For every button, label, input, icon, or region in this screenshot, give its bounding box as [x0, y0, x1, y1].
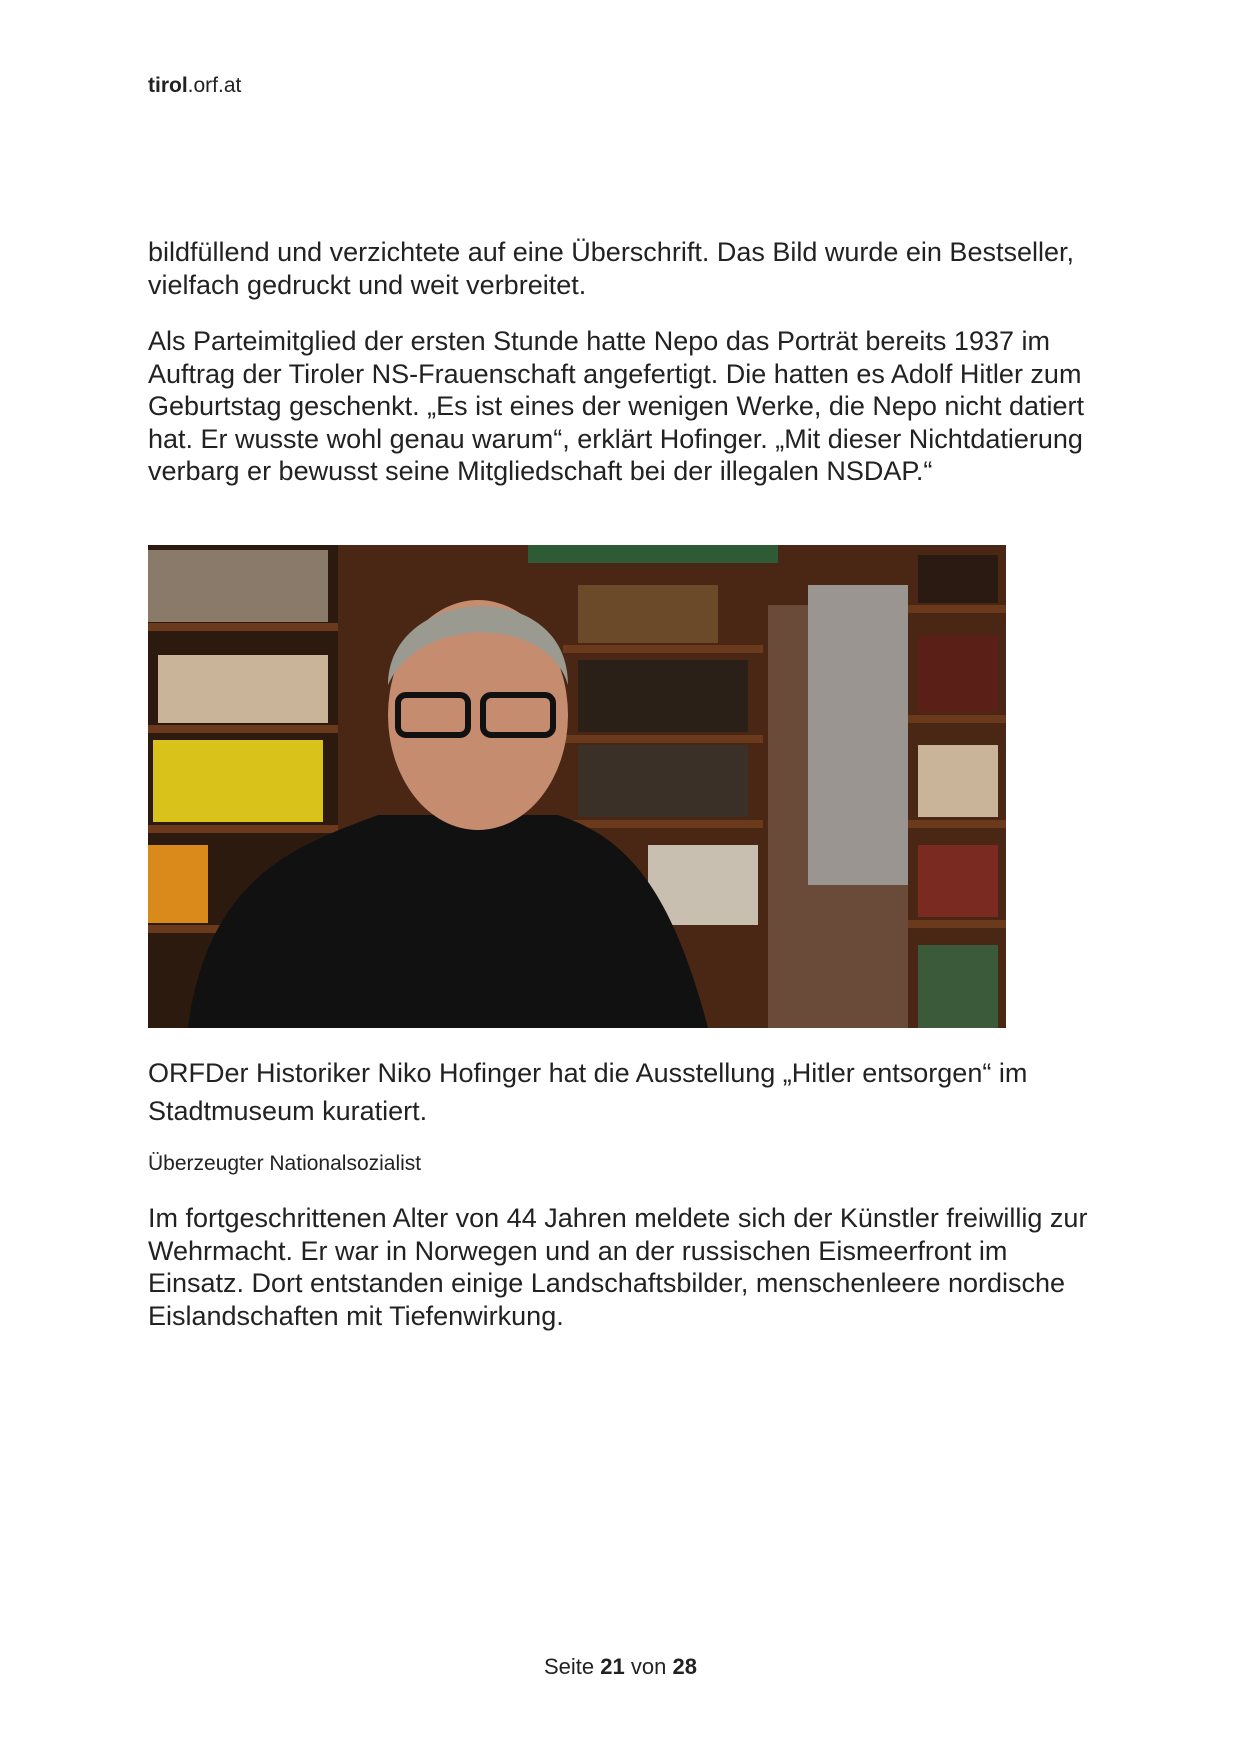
footer-middle: von [630, 1654, 667, 1679]
footer-prefix: Seite [544, 1654, 595, 1679]
image-caption: ORFDer Historiker Niko Hofinger hat die Ausstellung „Hitler entsorgen“ im Stadtmuseum kuratiert. [148, 1058, 1028, 1126]
site-name-domain: .orf.at [187, 74, 242, 97]
paragraph-1: bildfüllend und verzichtete auf eine Überschrift. Das Bild wurde ein Bestseller, vielfach gedruckt und weit verbreitet. [148, 237, 1074, 300]
current-page: 21 [600, 1654, 625, 1679]
paragraph-2: Als Parteimitglied der ersten Stunde hatte Nepo das Porträt bereits 1937 im Auftrag der Tiroler NS-Frauenschaft angefertigt. Die hatten es Adolf Hitler zum Geburtstag geschenkt. „Es ist eines der wenigen Werke, die Nepo nicht datiert hat. Er wusste wohl genau warum“, erklärt Hofinger. „Mit dieser Nichtdatierung verbarg er bewusst seine Mitgliedschaft bei der illegalen NSDAP.“ [148, 326, 1084, 486]
site-header [148, 74, 241, 98]
article-photo [148, 545, 1006, 1028]
photo-historian-bookshelves [148, 545, 1006, 1028]
section-subheading: Überzeugter Nationalsozialist [148, 1152, 422, 1175]
total-pages: 28 [672, 1654, 697, 1679]
site-name-bold: tirol [148, 74, 188, 97]
page-footer [0, 1654, 1241, 1680]
paragraph-3: Im fortgeschrittenen Alter von 44 Jahren meldete sich der Künstler freiwillig zur Wehrmacht. Er war in Norwegen und an der russischen Eismeerfront im Einsatz. Dort entstanden einige Landschaftsbilder, menschenleere nordische Eislandschaften mit Tiefenwirkung. [148, 1203, 1088, 1331]
